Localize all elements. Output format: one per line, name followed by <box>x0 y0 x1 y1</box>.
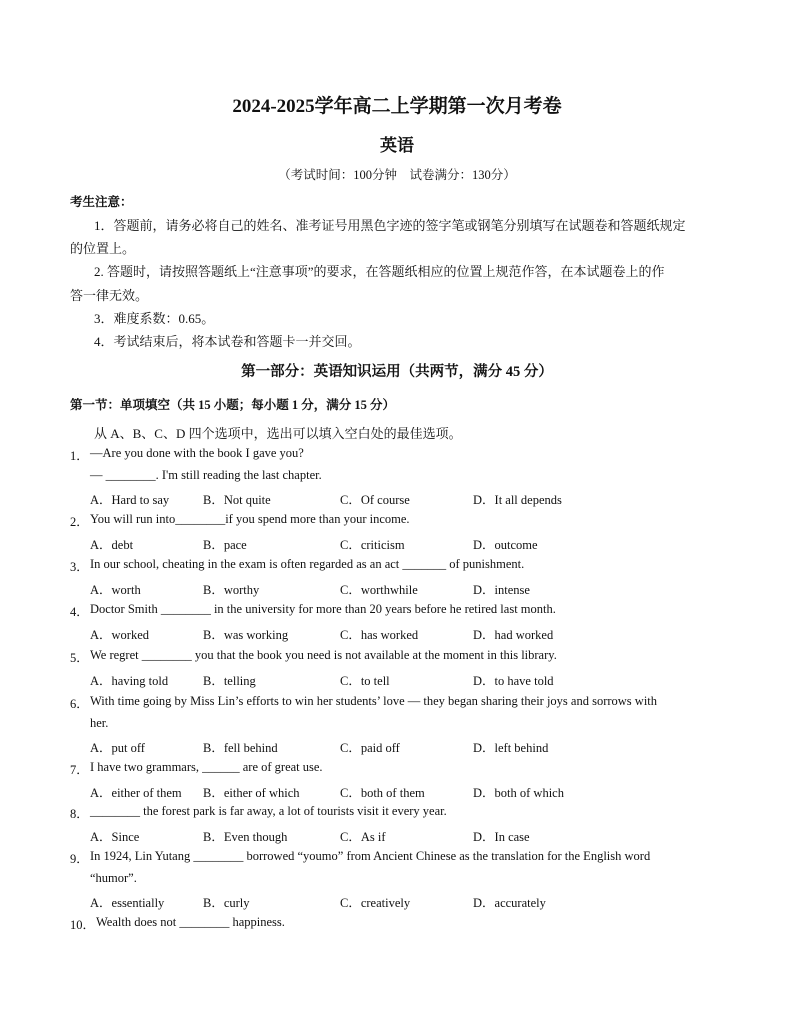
answer-option-b: B．Not quite <box>203 493 271 507</box>
answer-option-c: C．to tell <box>340 674 390 688</box>
answer-option-c: C．both of them <box>340 786 425 800</box>
answer-option-d: D．It all depends <box>473 493 562 507</box>
notice-item-3: 3．难度系数：0.65。 <box>94 311 215 326</box>
answer-option-c: C．worthwhile <box>340 583 418 597</box>
answer-option-a: A．having told <box>90 674 169 688</box>
section1-heading: 第一节：单项填空（共 15 小题；每小题 1 分，满分 15 分） <box>70 398 396 412</box>
notice-item-1-line-2: 的位置上。 <box>70 241 136 256</box>
question-number: 6． <box>70 697 89 711</box>
question-stem: You will run into________if you spend more than your income. <box>90 512 410 526</box>
answer-option-c: C．has worked <box>340 628 419 642</box>
exam-title: 2024-2025学年高二上学期第一次月考卷 <box>232 96 562 117</box>
question-stem: ________ the forest park is far away, a lot of tourists visit it every year. <box>90 804 447 818</box>
question-number: 1． <box>70 449 89 463</box>
answer-option-b: B．either of which <box>203 786 300 800</box>
question-number: 2． <box>70 515 89 529</box>
question-number: 4． <box>70 605 89 619</box>
answer-option-b: B．curly <box>203 896 250 910</box>
answer-option-c: C．creatively <box>340 896 411 910</box>
notice-heading: 考生注意： <box>70 195 133 209</box>
answer-option-b: B．fell behind <box>203 741 278 755</box>
question-number: 7． <box>70 763 89 777</box>
answer-option-a: A．Since <box>90 830 140 844</box>
answer-option-a: A．worked <box>90 628 150 642</box>
answer-option-d: D．left behind <box>473 741 549 755</box>
answer-option-c: C．As if <box>340 830 386 844</box>
answer-option-a: A．essentially <box>90 896 165 910</box>
answer-option-d: D．In case <box>473 830 530 844</box>
question-number: 3． <box>70 560 89 574</box>
question-number: 5． <box>70 651 89 665</box>
question-stem: In 1924, Lin Yutang ________ borrowed “youmo” from Ancient Chinese as the translation for the English word <box>90 849 651 863</box>
question-stem: We regret ________ you that the book you need is not available at the moment in this library. <box>90 648 557 662</box>
notice-item-2-line-1: 2. 答题时，请按照答题纸上“注意事项”的要求，在答题纸相应的位置上规范作答，在本试题卷上的作 <box>94 264 665 279</box>
answer-option-b: B．Even though <box>203 830 288 844</box>
section1-instruction: 从 A、B、C、D 四个选项中，选出可以填入空白处的最佳选项。 <box>94 426 462 441</box>
question-stem: In our school, cheating in the exam is often regarded as an act _______ of punishment. <box>90 557 525 571</box>
answer-option-a: A．put off <box>90 741 145 755</box>
answer-option-b: B．worthy <box>203 583 260 597</box>
question-stem: Doctor Smith ________ in the university for more than 20 years before he retired last month. <box>90 602 556 616</box>
question-stem: —Are you done with the book I gave you? <box>90 446 304 460</box>
answer-option-d: D．both of which <box>473 786 564 800</box>
question-number: 9． <box>70 852 89 866</box>
subject-title: 英语 <box>380 136 414 155</box>
question-stem-continued: “humor”. <box>90 871 137 885</box>
exam-info: （考试时间：100分钟 试卷满分：130分） <box>278 168 516 182</box>
answer-option-a: A．Hard to say <box>90 493 170 507</box>
answer-option-b: B．telling <box>203 674 256 688</box>
question-number: 8． <box>70 807 89 821</box>
question-stem-continued: — ________. I'm still reading the last chapter. <box>90 468 322 482</box>
question-stem-continued: her. <box>90 716 109 730</box>
answer-option-d: D．intense <box>473 583 530 597</box>
answer-option-a: A．either of them <box>90 786 182 800</box>
question-stem: Wealth does not ________ happiness. <box>96 915 285 929</box>
answer-option-c: C．paid off <box>340 741 400 755</box>
answer-option-b: B．was working <box>203 628 289 642</box>
answer-option-b: B．pace <box>203 538 247 552</box>
answer-option-a: A．worth <box>90 583 141 597</box>
answer-option-d: D．had worked <box>473 628 554 642</box>
answer-option-d: D．accurately <box>473 896 546 910</box>
answer-option-d: D．outcome <box>473 538 538 552</box>
question-stem: With time going by Miss Lin’s efforts to win her students’ love — they began sharing their joys and sorrows with <box>90 694 658 708</box>
question-stem: I have two grammars, ______ are of great use. <box>90 760 323 774</box>
notice-item-4: 4．考试结束后，将本试卷和答题卡一并交回。 <box>94 334 361 349</box>
question-number: 10． <box>70 918 96 932</box>
answer-option-d: D．to have told <box>473 674 554 688</box>
answer-option-a: A．debt <box>90 538 134 552</box>
part1-heading: 第一部分：英语知识运用（共两节，满分 45 分） <box>241 364 553 380</box>
notice-item-2-line-2: 答一律无效。 <box>70 288 149 303</box>
answer-option-c: C．criticism <box>340 538 405 552</box>
notice-item-1-line-1: 1．答题前，请务必将自己的姓名、准考证号用黑色字迹的签字笔或钢笔分别填写在试题卷和答题纸规定 <box>94 218 686 233</box>
answer-option-c: C．Of course <box>340 493 410 507</box>
